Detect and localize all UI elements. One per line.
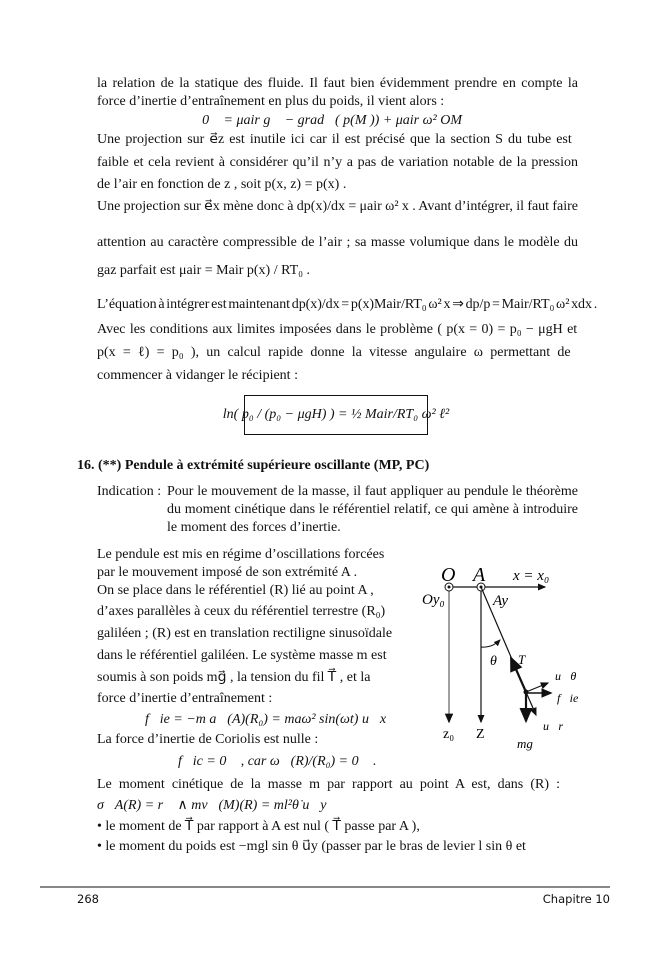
u-r-vector [526,692,536,715]
text-line: Avec les conditions aux limites imposées dans le problème ( p(x = 0) = p₀ − μgH et [97,322,578,337]
u-theta-vector [526,683,548,692]
bullet-item: • le moment du poids est −mgl sin θ u⃗y (passer par le bras de levier l sin θ et [97,839,526,854]
label-u-theta: u⃗θ [555,669,577,683]
text-line: par le mouvement imposé de son extrémité A . [97,565,358,580]
footer-rule [40,886,610,888]
label-a: A [473,564,486,586]
text-line: soumis à son poids mg⃗ , la tension du fil T⃗ , et la [97,670,371,685]
text-line: Le pendule est mis en régime d’oscillations forcées [97,547,385,562]
theta-arc [481,640,500,647]
equation: 0⃗ = μair g⃗ − grad⃗( p(M )) + μair ω² OM⃗ [202,113,473,128]
page-number: 268 [77,892,99,906]
label-x: x = x₀ [513,568,550,584]
text-line: Une projection sur e⃗z est inutile ici car il est précisé que la section S du tube est [97,132,572,147]
text-line: galiléen ; (R) est en translation rectiligne sinusoïdale [97,626,393,641]
label-o: O [441,564,456,586]
indication-text: Pour le mouvement de la masse, il faut appliquer au pendule le théorème du moment cinétique dans le référentiel relatif, ce qui amène à introduire le moment des forces d’inertie. [167,484,578,535]
text-line: la relation de la statique des fluide. Il faut bien évidemment prendre en compte la [97,76,578,91]
indication [97,483,578,543]
label-fie: f⃗ie [557,691,579,705]
label-z: Z [476,727,485,742]
label-theta: θ [490,654,497,669]
text-line: gaz parfait est μair = Mair p(x) / RT₀ . [97,263,311,278]
text-line: La force d’inertie de Coriolis est nulle : [97,732,319,747]
text-line: p(x = ℓ) = p₀ ), un calcul rapide donne la vitesse angulaire ω permettant de [97,345,571,360]
text-line: Le moment cinétique de la masse m par rapport au point A est, dans (R) : [97,777,560,792]
label-ay: Ay [493,593,508,609]
text-line: force d’inertie d’entraînement en plus du poids, il vient alors : [97,94,445,109]
equation-sigma: σ⃗A(R) = r⃗ ∧ mv⃗(M)(R) = ml²θ̇ u⃗y [97,798,327,813]
text-line: commencer à vidanger le récipient : [97,368,298,383]
text-line: dans le référentiel galiléen. Le système masse m est [97,648,387,663]
section-heading: 16. (**) Pendule à extrémité supérieure oscillante (MP, PC) [77,458,430,473]
text-line: attention au caractère compressible de l’air ; sa masse volumique dans le modèle du [97,235,578,250]
label-oy0: Oy₀ [422,592,445,608]
text-line: L’équation à intégrer est maintenant dp(x)/dx = p(x)Mair/RT₀ ω² x ⇒ dp/p = Mair/RT₀ ω² xdx . [97,297,598,312]
label-t: T⃗ [518,652,536,667]
indication-label: Indication : [97,484,162,499]
label-z0: z₀ [443,727,455,742]
mass [524,690,529,695]
boxed-result: ln( p₀ / (p₀ − μgH) ) = ½ Mair/RT₀ ω² ℓ² [244,395,428,435]
pendulum-diagram [400,550,590,760]
label-mg: mg⃗ [517,736,543,751]
chapter-label: Chapitre 10 [542,892,610,906]
equation-fic: f⃗ic = 0⃗ , car ω⃗(R)/(R₀) = 0⃗ . [178,754,377,769]
text-line: de l’air en fonction de z , soit p(x, z) = p(x) . [97,177,347,192]
text-line: faible et cela revient à considérer qu’il n’y a pas de variation notable de la pression [97,155,578,170]
text-line: Une projection sur e⃗x mène donc à dp(x)/dx = μair ω² x . Avant d’intégrer, il faut faire [97,199,579,214]
bullet-item: • le moment de T⃗ par rapport à A est nul ( T⃗ passe par A ), [97,819,420,834]
text-line: On se place dans le référentiel (R) lié au point A , [97,583,374,598]
text-line: force d’inertie d’entraînement : [97,691,273,706]
equation-fie: f⃗ie = −m a⃗(A)(R₀) = maω² sin(ωt) u⃗x [145,712,387,727]
label-u-r: u⃗r [543,719,564,733]
text-line: d’axes parallèles à ceux du référentiel terrestre (R₀) [97,604,386,619]
